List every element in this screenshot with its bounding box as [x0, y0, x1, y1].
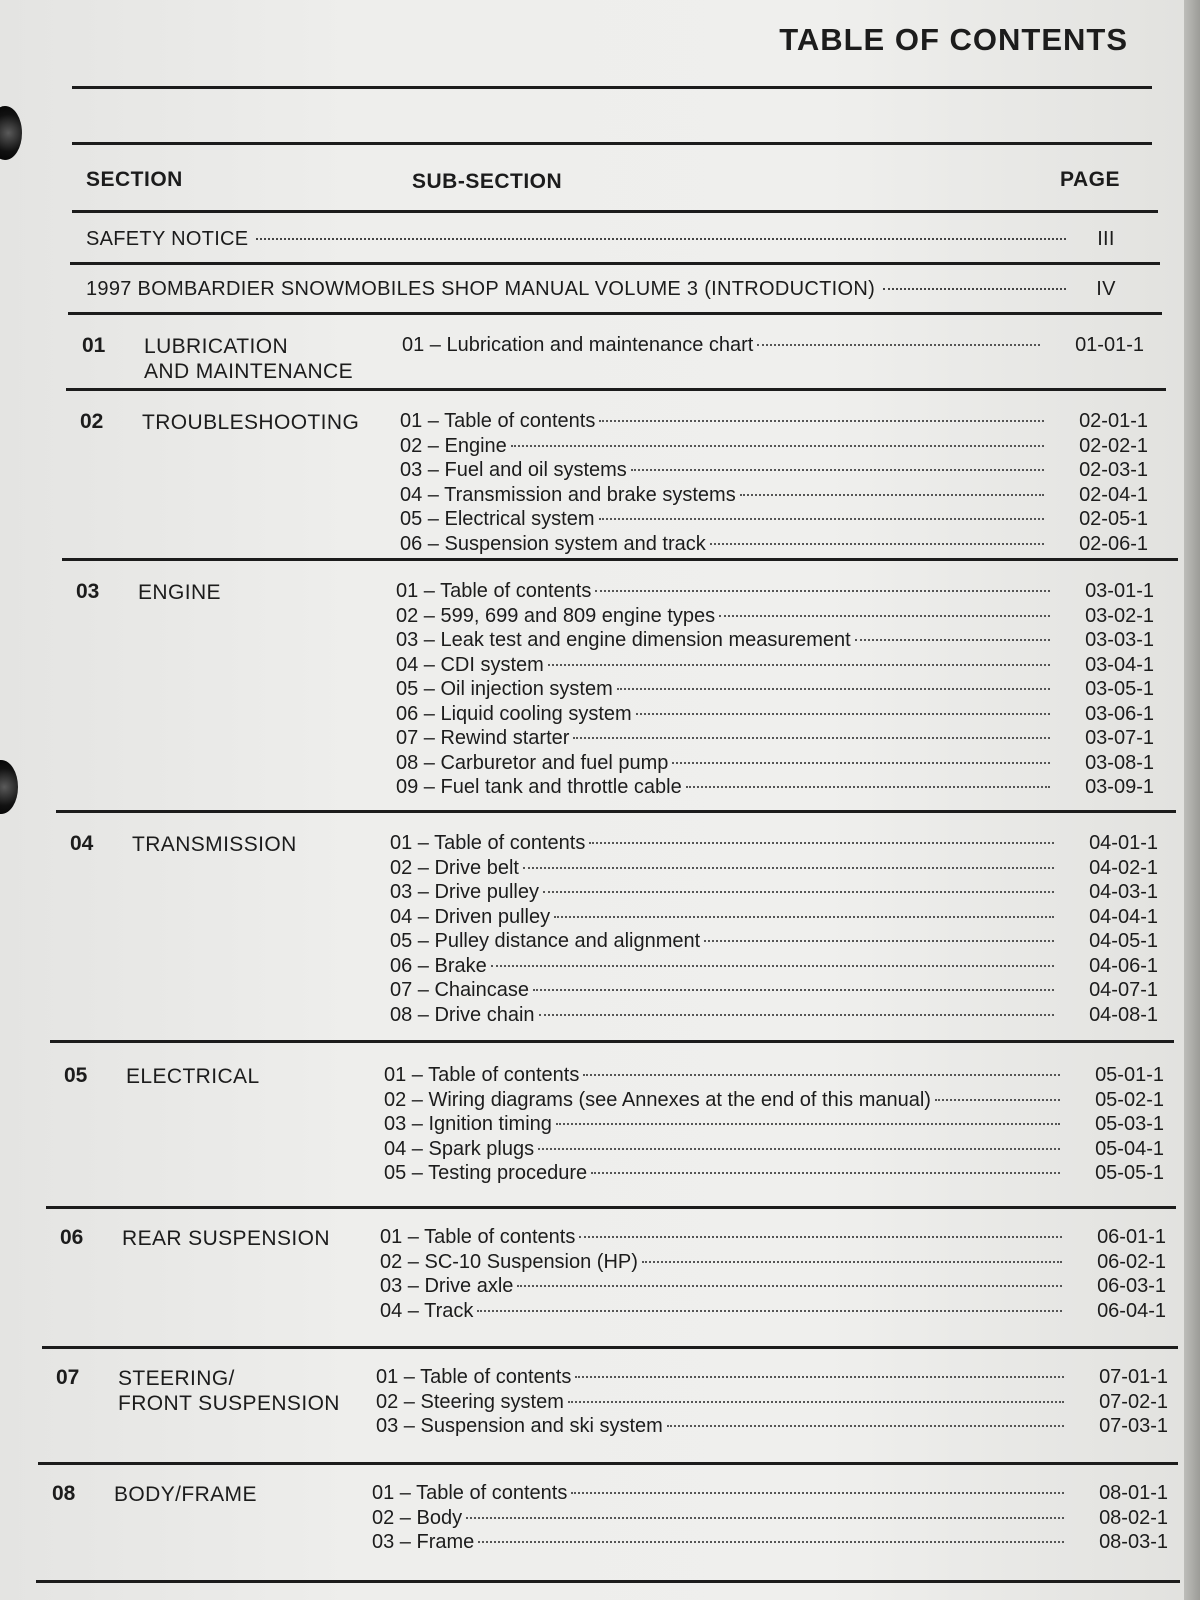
section-number: 01 — [82, 334, 106, 357]
dot-leader — [686, 786, 1050, 788]
column-header-subsection: SUB-SECTION — [412, 170, 563, 193]
subsection-list — [384, 1064, 1164, 1187]
subsection-label: 05 – Oil injection system — [396, 678, 613, 700]
dot-leader — [533, 989, 1054, 991]
subsection-page: 05-03-1 — [1095, 1113, 1164, 1135]
subsection-label: 04 – Driven pulley — [390, 905, 551, 928]
dot-leader — [710, 543, 1044, 545]
subsection-label: 03 – Ignition timing — [384, 1113, 552, 1135]
dot-leader — [538, 1148, 1060, 1150]
dot-leader — [591, 1172, 1060, 1174]
subsection-entry[interactable] — [390, 832, 1158, 857]
subsection-label: 01 – Table of contents — [380, 1226, 576, 1248]
subsection-label: 07 – Rewind starter — [396, 727, 570, 749]
subsection-entry[interactable] — [390, 979, 1158, 1004]
subsection-page: 08-01-1 — [1099, 1482, 1168, 1504]
subsection-label: 01 – Table of contents — [372, 1482, 568, 1504]
subsection-list — [372, 1482, 1168, 1556]
subsection-entry[interactable] — [400, 435, 1148, 460]
subsection-entry[interactable] — [396, 605, 1154, 630]
subsection-label: 01 – Table of contents — [376, 1366, 572, 1388]
subsection-entry[interactable] — [384, 1138, 1164, 1163]
divider — [62, 558, 1178, 561]
dot-leader — [883, 288, 1066, 290]
entry-page: III — [1097, 228, 1115, 250]
dot-leader — [548, 664, 1050, 666]
subsection-entry[interactable] — [390, 857, 1158, 882]
dot-leader — [935, 1099, 1060, 1101]
section-number: 07 — [56, 1366, 80, 1389]
dot-leader — [571, 1492, 1064, 1494]
dot-leader — [589, 842, 1054, 844]
subsection-page: 08-03-1 — [1099, 1531, 1168, 1553]
subsection-page: 04-08-1 — [1089, 1003, 1158, 1026]
dot-leader — [740, 494, 1044, 496]
subsection-entry[interactable] — [400, 508, 1148, 533]
dot-leader — [568, 1401, 1064, 1403]
subsection-page: 02-03-1 — [1079, 459, 1148, 481]
section-title: ENGINE — [138, 581, 221, 604]
subsection-label: 01 – Table of contents — [400, 410, 596, 432]
subsection-label: 06 – Brake — [390, 954, 487, 977]
section-number: 08 — [52, 1482, 76, 1505]
subsection-page: 03-08-1 — [1085, 751, 1154, 774]
section-title: ELECTRICAL — [126, 1065, 260, 1088]
subsection-label: 03 – Drive pulley — [390, 881, 539, 903]
dot-leader — [631, 469, 1044, 471]
dot-leader — [599, 420, 1044, 422]
page-title: TABLE OF CONTENTS — [779, 22, 1128, 57]
subsection-page: 07-02-1 — [1099, 1390, 1168, 1413]
subsection-page: 03-07-1 — [1085, 727, 1154, 749]
dot-leader — [466, 1517, 1064, 1519]
subsection-label: 01 – Table of contents — [384, 1064, 580, 1086]
dot-leader — [855, 639, 1050, 641]
subsection-list — [402, 334, 1144, 359]
dot-leader — [704, 940, 1054, 942]
subsection-page: 06-01-1 — [1097, 1226, 1166, 1248]
column-header-section: SECTION — [86, 168, 183, 191]
dot-leader — [719, 615, 1050, 617]
subsection-page: 08-02-1 — [1099, 1506, 1168, 1529]
dot-leader — [583, 1074, 1060, 1076]
section-title: STEERING/ FRONT SUSPENSION — [118, 1367, 340, 1415]
dot-leader — [523, 867, 1054, 869]
divider — [66, 388, 1166, 391]
subsection-label: 05 – Electrical system — [400, 508, 595, 530]
subsection-label: 05 – Testing procedure — [384, 1162, 588, 1184]
section-number: 03 — [76, 580, 100, 603]
subsection-entry[interactable] — [396, 727, 1154, 752]
section-title: LUBRICATION AND MAINTENANCE — [144, 335, 354, 383]
subsection-list — [400, 410, 1148, 557]
subsection-entry[interactable] — [396, 654, 1154, 679]
section-number: 06 — [60, 1226, 84, 1249]
subsection-entry[interactable] — [390, 881, 1158, 906]
front-matter-entry[interactable] — [86, 278, 1138, 301]
subsection-entry[interactable] — [396, 629, 1154, 654]
subsection-page: 03-02-1 — [1085, 604, 1154, 627]
subsection-entry[interactable] — [400, 410, 1148, 435]
subsection-label: 04 – CDI system — [396, 653, 544, 676]
subsection-list — [376, 1366, 1168, 1440]
subsection-label: 02 – SC-10 Suspension (HP) — [380, 1250, 638, 1273]
subsection-entry[interactable] — [400, 484, 1148, 509]
subsection-label: 04 – Transmission and brake systems — [400, 483, 736, 506]
dot-leader — [477, 1310, 1062, 1312]
section-title: BODY/FRAME — [114, 1483, 257, 1506]
subsection-page: 04-03-1 — [1089, 881, 1158, 903]
section-number: 05 — [64, 1064, 88, 1087]
divider — [72, 210, 1158, 213]
subsection-label: 05 – Pulley distance and alignment — [390, 930, 701, 952]
subsection-label: 02 – Engine — [400, 434, 507, 457]
subsection-entry[interactable] — [372, 1482, 1168, 1507]
dot-leader — [672, 762, 1050, 764]
subsection-entry[interactable] — [384, 1064, 1164, 1089]
dot-leader — [575, 1376, 1064, 1378]
section-title: REAR SUSPENSION — [122, 1227, 330, 1250]
divider — [36, 1580, 1180, 1583]
front-matter-entry[interactable] — [86, 228, 1138, 251]
subsection-page: 03-01-1 — [1085, 580, 1154, 602]
subsection-entry[interactable] — [396, 776, 1154, 801]
section-number: 02 — [80, 410, 104, 433]
divider — [68, 312, 1162, 315]
subsection-entry[interactable] — [380, 1300, 1166, 1325]
dot-leader — [573, 737, 1050, 739]
dot-leader — [617, 688, 1050, 690]
section-title: TROUBLESHOOTING — [142, 411, 360, 434]
dot-leader — [543, 891, 1054, 893]
subsection-entry[interactable] — [376, 1415, 1168, 1440]
subsection-label: 02 – Body — [372, 1506, 463, 1529]
subsection-label: 02 – Drive belt — [390, 856, 519, 879]
page-edge — [1184, 0, 1200, 1600]
dot-leader — [511, 445, 1044, 447]
subsection-label: 09 – Fuel tank and throttle cable — [396, 776, 682, 798]
subsection-page: 01-01-1 — [1075, 334, 1144, 356]
subsection-entry[interactable] — [396, 678, 1154, 703]
subsection-label: 03 – Drive axle — [380, 1275, 514, 1297]
subsection-page: 02-06-1 — [1079, 532, 1148, 555]
subsection-page: 04-05-1 — [1089, 930, 1158, 952]
subsection-page: 03-05-1 — [1085, 678, 1154, 700]
subsection-entry[interactable] — [384, 1162, 1164, 1187]
subsection-page: 06-04-1 — [1097, 1299, 1166, 1322]
subsection-page: 03-04-1 — [1085, 653, 1154, 676]
subsection-page: 05-02-1 — [1095, 1088, 1164, 1111]
dot-leader — [595, 590, 1050, 592]
subsection-entry[interactable] — [372, 1531, 1168, 1556]
subsection-label: 08 – Carburetor and fuel pump — [396, 751, 669, 774]
subsection-entry[interactable] — [396, 703, 1154, 728]
dot-leader — [556, 1123, 1060, 1125]
subsection-entry[interactable] — [380, 1275, 1166, 1300]
subsection-entry[interactable] — [376, 1391, 1168, 1416]
dot-leader — [478, 1541, 1064, 1543]
subsection-entry[interactable] — [384, 1113, 1164, 1138]
dot-leader — [491, 965, 1054, 967]
subsection-label: 03 – Leak test and engine dimension measurement — [396, 629, 851, 651]
subsection-label: 01 – Table of contents — [390, 832, 586, 854]
subsection-page: 05-01-1 — [1095, 1064, 1164, 1086]
subsection-entry[interactable] — [390, 1004, 1158, 1029]
subsection-page: 02-02-1 — [1079, 434, 1148, 457]
subsection-entry[interactable] — [380, 1226, 1166, 1251]
subsection-label: 06 – Liquid cooling system — [396, 702, 632, 725]
subsection-entry[interactable] — [380, 1251, 1166, 1276]
subsection-page: 04-07-1 — [1089, 979, 1158, 1001]
subsection-entry[interactable] — [372, 1507, 1168, 1532]
subsection-label: 07 – Chaincase — [390, 979, 529, 1001]
subsection-page: 05-04-1 — [1095, 1137, 1164, 1160]
subsection-page: 03-06-1 — [1085, 702, 1154, 725]
subsection-page: 03-03-1 — [1085, 629, 1154, 651]
subsection-entry[interactable] — [402, 334, 1144, 359]
subsection-label: 03 – Fuel and oil systems — [400, 459, 627, 481]
subsection-list — [396, 580, 1154, 801]
subsection-label: 02 – Steering system — [376, 1390, 564, 1413]
subsection-page: 07-03-1 — [1099, 1415, 1168, 1437]
subsection-page: 04-06-1 — [1089, 954, 1158, 977]
subsection-page: 06-02-1 — [1097, 1250, 1166, 1273]
section-title: TRANSMISSION — [132, 833, 297, 856]
dot-leader — [599, 518, 1044, 520]
divider — [72, 142, 1152, 145]
subsection-label: 02 – Wiring diagrams (see Annexes at the end of this manual) — [384, 1088, 931, 1111]
dot-leader — [256, 238, 1066, 240]
dot-leader — [642, 1261, 1062, 1263]
divider — [70, 262, 1160, 265]
subsection-page: 04-04-1 — [1089, 905, 1158, 928]
subsection-label: 03 – Frame — [372, 1531, 475, 1553]
subsection-label: 08 – Drive chain — [390, 1003, 535, 1026]
subsection-page: 04-02-1 — [1089, 856, 1158, 879]
subsection-entry[interactable] — [376, 1366, 1168, 1391]
subsection-label: 04 – Spark plugs — [384, 1137, 535, 1160]
entry-label: 1997 BOMBARDIER SNOWMOBILES SHOP MANUAL VOLUME 3 (INTRODUCTION) — [86, 278, 876, 300]
subsection-entry[interactable] — [390, 930, 1158, 955]
subsection-label: 01 – Lubrication and maintenance chart — [402, 334, 754, 356]
dot-leader — [554, 916, 1054, 918]
divider — [42, 1346, 1178, 1349]
subsection-entry[interactable] — [396, 580, 1154, 605]
subsection-list — [380, 1226, 1166, 1324]
subsection-label: 06 – Suspension system and track — [400, 532, 706, 555]
entry-label: SAFETY NOTICE — [86, 228, 249, 250]
subsection-entry[interactable] — [400, 459, 1148, 484]
divider — [72, 86, 1152, 89]
subsection-page: 02-04-1 — [1079, 483, 1148, 506]
dot-leader — [517, 1285, 1062, 1287]
divider — [50, 1040, 1174, 1043]
subsection-page: 02-01-1 — [1079, 410, 1148, 432]
dot-leader — [539, 1014, 1054, 1016]
subsection-entry[interactable] — [384, 1089, 1164, 1114]
section-number: 04 — [70, 832, 94, 855]
dot-leader — [636, 713, 1050, 715]
subsection-label: 02 – 599, 699 and 809 engine types — [396, 604, 716, 627]
subsection-page: 03-09-1 — [1085, 776, 1154, 798]
entry-page: IV — [1096, 278, 1116, 300]
subsection-entry[interactable] — [400, 533, 1148, 558]
divider — [56, 810, 1176, 813]
subsection-page: 04-01-1 — [1089, 832, 1158, 854]
column-header-page: PAGE — [1060, 168, 1120, 191]
subsection-label: 03 – Suspension and ski system — [376, 1415, 663, 1437]
subsection-entry[interactable] — [396, 752, 1154, 777]
subsection-label: 04 – Track — [380, 1299, 474, 1322]
dot-leader — [579, 1236, 1062, 1238]
subsection-list — [390, 832, 1158, 1028]
subsection-page: 02-05-1 — [1079, 508, 1148, 530]
subsection-label: 01 – Table of contents — [396, 580, 592, 602]
dot-leader — [757, 344, 1040, 346]
subsection-page: 06-03-1 — [1097, 1275, 1166, 1297]
subsection-entry[interactable] — [390, 955, 1158, 980]
dot-leader — [667, 1425, 1064, 1427]
subsection-page: 07-01-1 — [1099, 1366, 1168, 1388]
divider — [38, 1462, 1178, 1465]
subsection-page: 05-05-1 — [1095, 1162, 1164, 1184]
divider — [46, 1206, 1176, 1209]
subsection-entry[interactable] — [390, 906, 1158, 931]
